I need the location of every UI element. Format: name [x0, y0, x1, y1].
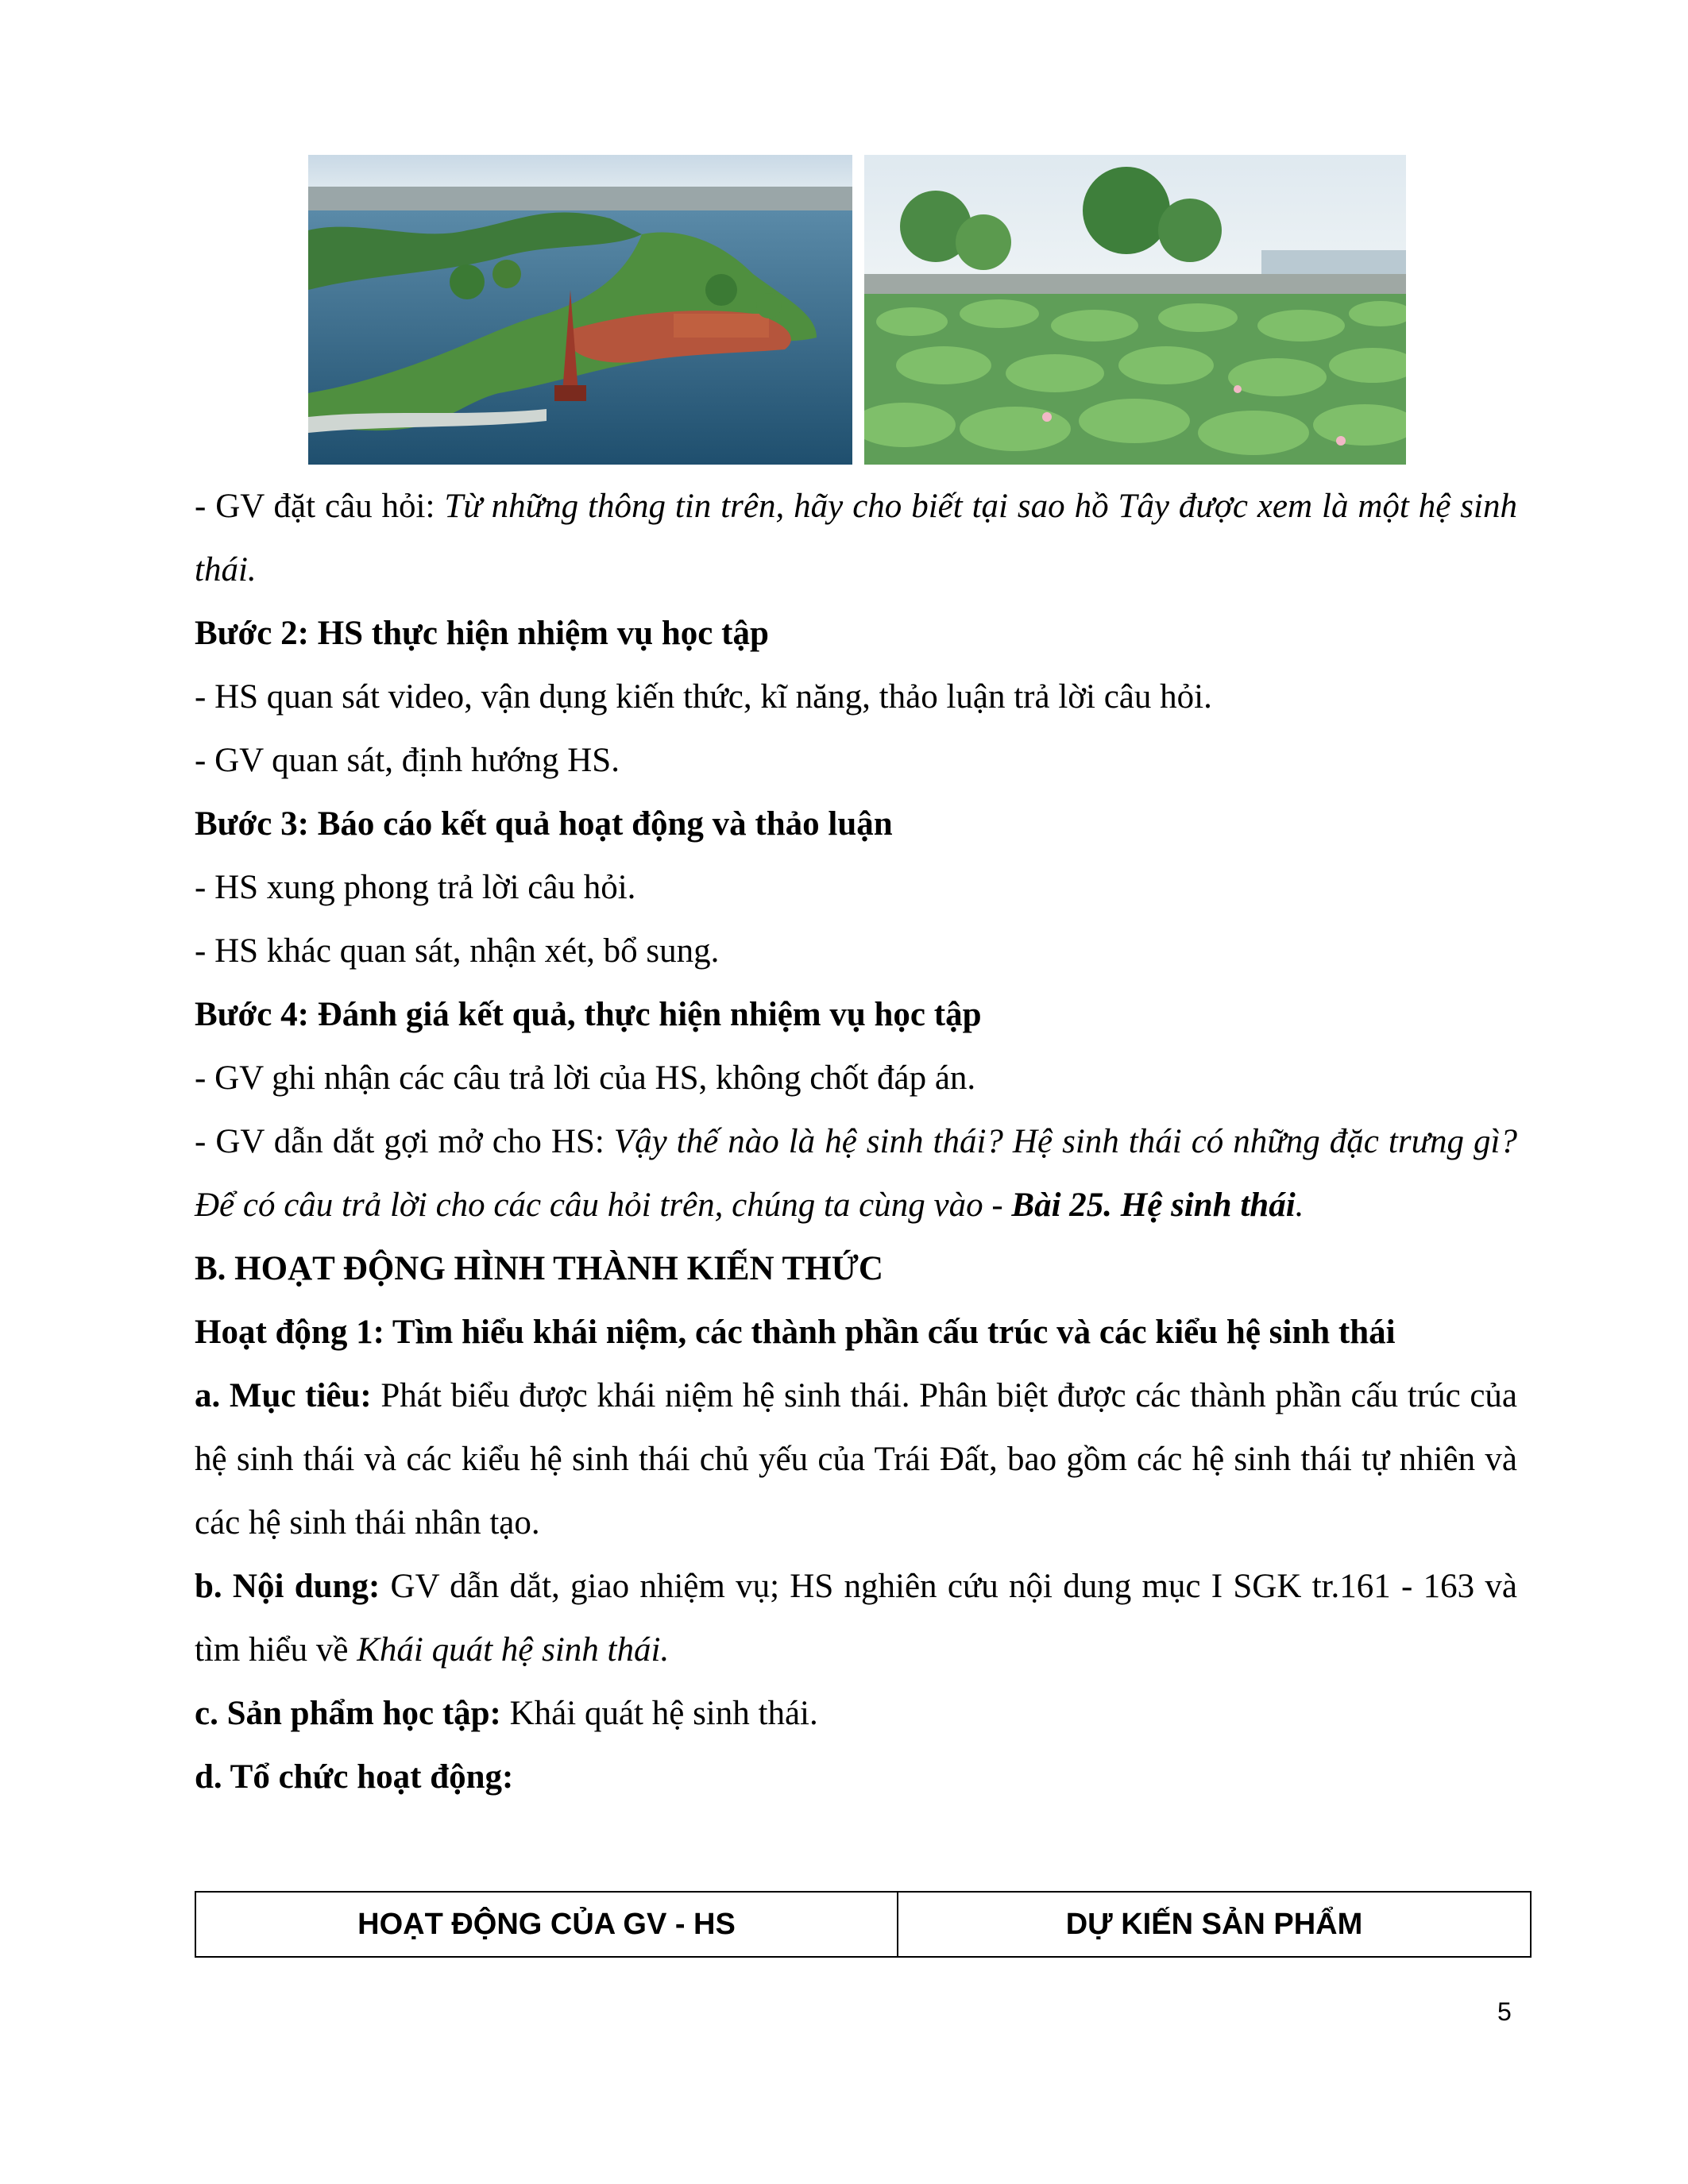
document-body	[195, 475, 1517, 1809]
step3-line-1: - HS xung phong trả lời câu hỏi.	[195, 869, 636, 906]
teacher-question: - GV đặt câu hỏi: Từ những thông tin trên, hãy cho biết tại sao hồ Tây được xem là một hệ sinh thái.	[195, 488, 1517, 588]
step3-heading: Bước 3: Báo cáo kết quả hoạt động và thảo luận	[195, 805, 893, 843]
step3-line-2: - HS khác quan sát, nhận xét, bổ sung.	[195, 932, 720, 970]
step2-heading: Bước 2: HS thực hiện nhiệm vụ học tập	[195, 615, 769, 652]
table-header-expected-products: DỰ KIẾN SẢN PHẨM	[898, 1892, 1531, 1957]
step2-line-2: - GV quan sát, định hướng HS.	[195, 742, 620, 779]
page-number: 5	[1497, 1997, 1512, 2026]
section-b-heading: B. HOẠT ĐỘNG HÌNH THÀNH KIẾN THỨC	[195, 1250, 883, 1287]
objective: a. Mục tiêu: Phát biểu được khái niệm hệ sinh thái. Phân biệt được các thành phần cấu trúc của hệ sinh thái và các kiểu hệ sinh thái chủ yếu của Trái Đất, bao gồm các hệ sinh thái tự nhiên và các hệ sinh thái nhân tạo.	[195, 1377, 1517, 1542]
step4-line-1: - GV ghi nhận các câu trả lời của HS, không chốt đáp án.	[195, 1059, 976, 1097]
activity-table	[195, 1891, 1532, 1958]
photo-row	[308, 155, 1406, 465]
photo-west-lake-pagoda	[308, 155, 852, 465]
step2-line-1: - HS quan sát video, vận dụng kiến thức, kĩ năng, thảo luận trả lời câu hỏi.	[195, 678, 1212, 716]
content: b. Nội dung: GV dẫn dắt, giao nhiệm vụ; HS nghiên cứu nội dung mục I SGK tr.161 - 163 và tìm hiểu về Khái quát hệ sinh thái.	[195, 1568, 1517, 1669]
photo-lotus-pond	[864, 155, 1406, 465]
learning-product: c. Sản phẩm học tập: Khái quát hệ sinh thái.	[195, 1695, 818, 1732]
table-header-activities: HOẠT ĐỘNG CỦA GV - HS	[195, 1892, 898, 1957]
organize-activity: d. Tổ chức hoạt động:	[195, 1758, 514, 1796]
step4-lead-in: - GV dẫn dắt gợi mở cho HS: Vậy thế nào là hệ sinh thái? Hệ sinh thái có những đặc trưng gì? Để có câu trả lời cho các câu hỏi trên, chúng ta cùng vào - Bài 25. Hệ sinh thái.	[195, 1123, 1517, 1224]
activity-1-title: Hoạt động 1: Tìm hiểu khái niệm, các thành phần cấu trúc và các kiểu hệ sinh thái	[195, 1314, 1396, 1351]
step4-heading: Bước 4: Đánh giá kết quả, thực hiện nhiệm vụ học tập	[195, 996, 982, 1033]
